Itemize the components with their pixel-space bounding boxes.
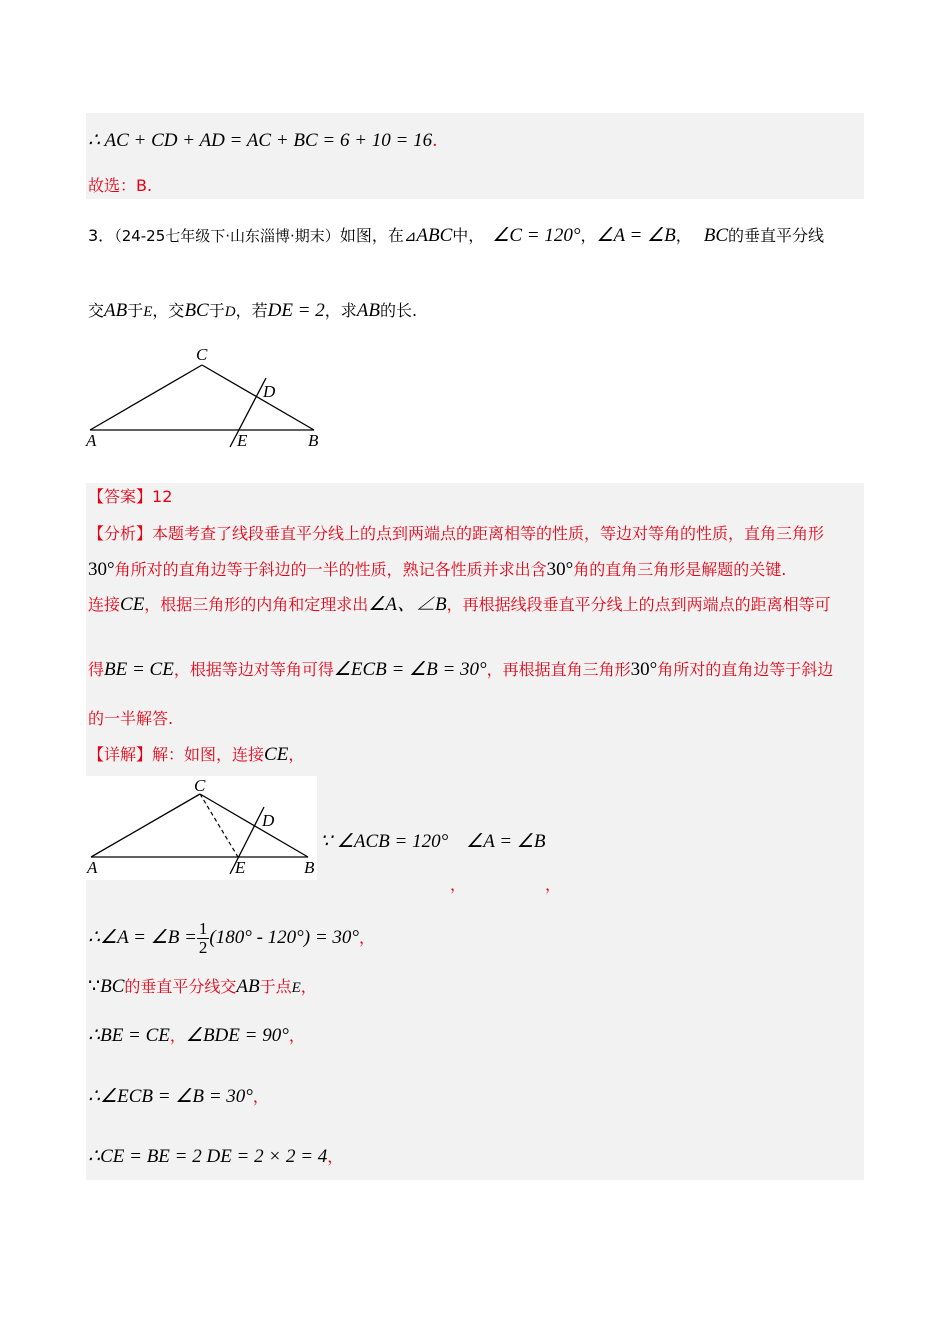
point-d: D: [224, 304, 236, 320]
analysis-text: 得: [88, 660, 105, 679]
prev-solution-block: [86, 113, 864, 199]
question-text: 的长.: [379, 301, 418, 320]
given-angle-ab: ∠A = ∠B: [466, 831, 546, 852]
question-figure: [80, 340, 330, 455]
analysis-text: ，再根据线段垂直平分线上的点到两端点的距离相等可: [446, 595, 831, 614]
detail-text: 解：如图，连接: [152, 745, 265, 764]
triangle-symbol: ⊿: [403, 227, 417, 245]
label-c: C: [194, 776, 206, 795]
prev-solution-choice: 故选：B.: [88, 176, 153, 195]
question-line-1: [88, 225, 824, 247]
label-b: B: [304, 858, 315, 877]
question-text: ，: [675, 226, 692, 245]
prev-solution-equation: ∴ AC + CD + AD = AC + BC = 6 + 10 = 16: [88, 130, 433, 151]
de-condition: DE = 2: [267, 300, 325, 321]
question-line-2: [88, 300, 417, 323]
ce-computation: ∴CE = BE = 2 DE = 2 × 2 = 4: [88, 1146, 328, 1167]
fraction-numerator: 1: [198, 919, 208, 938]
question-text: 于: [208, 301, 225, 320]
label-e: E: [237, 431, 248, 450]
question-text: 如图，在: [339, 226, 404, 245]
analysis-text: 连接: [88, 595, 121, 614]
angle-30: 30°: [630, 659, 658, 680]
angle-c-condition: ∠C = 120°: [492, 225, 581, 246]
angles-a-b: ∠A、∠B: [368, 594, 447, 615]
step-2: [88, 918, 375, 958]
be-eq-ce: ∴BE = CE: [88, 1025, 170, 1046]
analysis-tag: 【分析】: [88, 524, 153, 543]
label-d: D: [262, 811, 275, 830]
comma: ，: [288, 1026, 305, 1045]
detail-text: 的垂直平分线交: [124, 977, 237, 996]
analysis-text: ，根据三角形的内角和定理求出: [144, 595, 369, 614]
step-4: [88, 1025, 305, 1047]
segment-bc: BC: [184, 300, 209, 321]
label-a: A: [87, 858, 98, 877]
triangle-name: ABC: [416, 225, 453, 246]
given-comma-2: ，: [545, 875, 562, 894]
prev-solution-period: .: [432, 131, 438, 151]
segment-bc: BC: [100, 976, 125, 997]
prev-solution-line-1: [88, 130, 438, 152]
step2-rhs: (180° - 120°) = 30°: [209, 927, 360, 948]
answer-line: [88, 486, 172, 508]
step-given: [320, 831, 545, 853]
question-source: （24-25七年级下·山东淄博·期末）: [114, 227, 340, 245]
label-a: A: [86, 431, 97, 450]
step-6: [88, 1146, 343, 1168]
fraction-half: [197, 920, 210, 957]
step2-lhs: ∴∠A = ∠B =: [88, 927, 197, 948]
detail-tag: 【详解】: [88, 745, 153, 764]
question-text: 的垂直平分线: [728, 226, 825, 245]
question-text: 交: [88, 301, 105, 320]
analysis-text: 角所对的直角边等于斜边: [657, 660, 834, 679]
detail-text: ，: [300, 977, 317, 996]
label-d: D: [263, 382, 276, 401]
question-text: 于: [127, 301, 144, 320]
analysis-line-5: 的一半解答.: [88, 709, 174, 728]
step-3: [88, 976, 317, 999]
analysis-text: 角所对的直角边等于斜边的一半的性质，熟记各性质并求出含: [114, 560, 547, 579]
angle-30: 30°: [88, 559, 115, 580]
given-comma-1: ，: [450, 875, 467, 894]
given-angle-acb: ∵ ∠ACB = 120°: [320, 831, 449, 852]
angle-30: 30°: [546, 559, 574, 580]
question-text: ，若: [235, 301, 268, 320]
point-e: E: [291, 980, 301, 996]
step-5: [88, 1086, 269, 1108]
analysis-line-3: [88, 594, 831, 616]
comma: ，: [252, 1087, 269, 1106]
answer-value: 12: [152, 487, 173, 506]
comma: ，: [169, 1026, 186, 1045]
detail-text: 于点: [259, 977, 292, 996]
analysis-text: ，再根据直角三角形: [486, 660, 631, 679]
solution-figure: [86, 776, 317, 880]
question-text: ，: [580, 226, 597, 245]
question-number: 3．: [88, 226, 115, 245]
analysis-line-1: [88, 523, 824, 545]
analysis-text: ，根据等边对等角可得: [173, 660, 334, 679]
step2-comma: ，: [359, 928, 376, 947]
be-eq-ce: BE = CE: [104, 659, 174, 680]
analysis-line-4: [88, 659, 833, 681]
segment-ce: CE: [264, 744, 289, 765]
question-text: ，交: [152, 301, 185, 320]
label-b: B: [308, 431, 319, 450]
segment-ce: CE: [120, 594, 145, 615]
because-symbol: ∵: [88, 976, 101, 997]
angle-ab-condition: ∠A = ∠B: [596, 225, 676, 246]
detail-text: ，: [288, 745, 305, 764]
angle-bde: ∠BDE = 90°: [185, 1025, 289, 1046]
analysis-line-2: [88, 559, 786, 581]
comma: ，: [327, 1147, 344, 1166]
analysis-text: 角的直角三角形是解题的关键.: [573, 560, 787, 579]
label-c: C: [196, 345, 208, 364]
point-e: E: [143, 304, 153, 320]
answer-tag: 【答案】: [88, 487, 153, 506]
fraction-denominator: 2: [198, 938, 208, 957]
segment-ab: AB: [236, 976, 260, 997]
segment-bc: BC: [703, 225, 729, 246]
segment-ab: AB: [356, 300, 380, 321]
angle-ecb: ∴∠ECB = ∠B = 30°: [88, 1086, 253, 1107]
analysis-text: 本题考查了线段垂直平分线上的点到两端点的距离相等的性质，等边对等角的性质，直角三角形: [152, 524, 825, 543]
question-text: ，求: [324, 301, 357, 320]
segment-ab: AB: [104, 300, 128, 321]
detail-line-1: [88, 744, 304, 766]
label-e: E: [235, 858, 246, 877]
angle-ecb-eq: ∠ECB = ∠B = 30°: [333, 659, 487, 680]
question-text: 中，: [452, 226, 485, 245]
